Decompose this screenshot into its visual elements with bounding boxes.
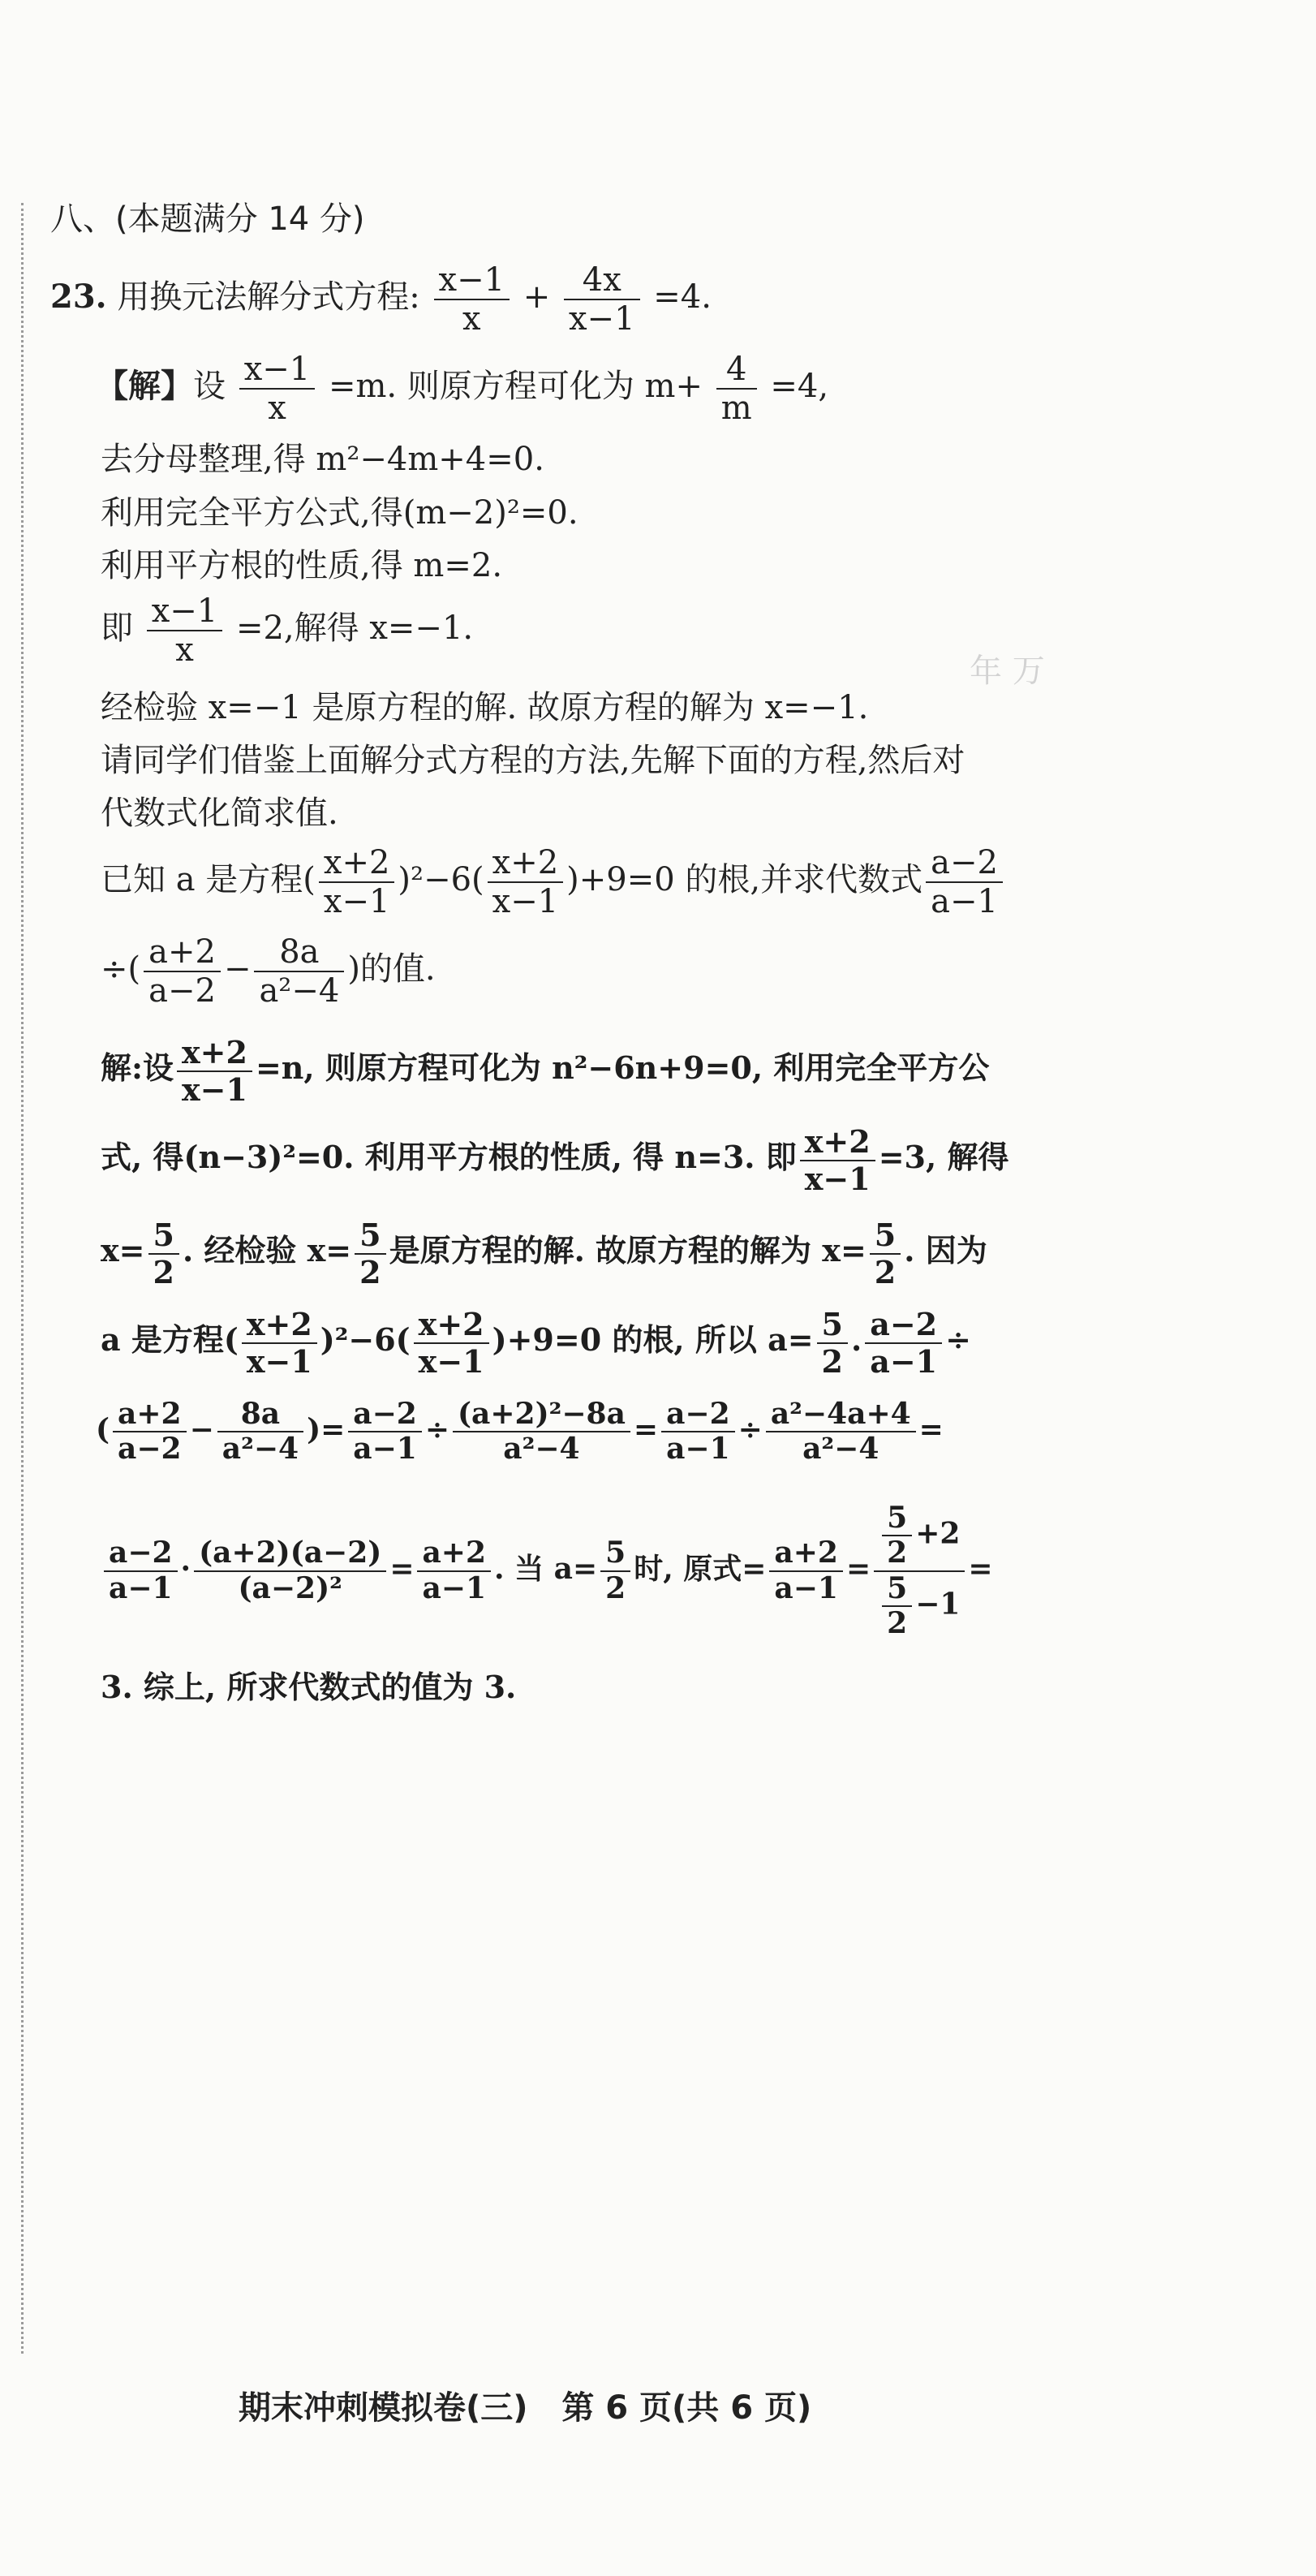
- fraction: $\frac{x+2}{x-1}$: [800, 1124, 875, 1196]
- answer-line-4: a 是方程( $\frac{x+2}{x-1}$ )²−6( $\frac{x+2}{x-1}$ )+9=0 的根, 所以 a= $\frac{5}{2}$ . $\frac{a-2}{a-1}$ ÷: [101, 1306, 971, 1380]
- fraction: $\frac{a+2}{a-2}$: [144, 933, 221, 1010]
- binding-dotted-line: [21, 203, 24, 2354]
- fraction: $\frac{x-1}{x}$: [147, 592, 223, 669]
- fraction: $\frac{x+2}{x-1}$: [414, 1307, 489, 1379]
- fraction: $\frac{x+2}{x-1}$: [177, 1035, 252, 1107]
- fraction: $\frac{x-1}{x}$: [239, 351, 316, 427]
- task-line-1: 请同学们借鉴上面解分式方程的方法,先解下面的方程,然后对: [101, 742, 965, 779]
- fraction: $\frac{8a}{\text{a²−4}}$: [217, 1398, 303, 1467]
- fraction: $\frac{a+2}{a-1}$: [417, 1536, 491, 1605]
- known-line-1: 已知 a 是方程( $\frac{x+2}{x-1}$ )²−6( $\frac{x+2}{x-1}$ )+9=0 的根,并求代数式 $\frac{a-2}{a-1}$: [101, 844, 1006, 920]
- fraction: $\frac{x+2}{x-1}$: [488, 844, 564, 920]
- fraction: $\frac{a-2}{a-1}$: [926, 844, 1003, 920]
- task-line-2: 代数式化简求值.: [101, 795, 338, 832]
- fraction: $\frac{5}{2}$: [817, 1307, 848, 1379]
- answer-line-7: 3. 综上, 所求代数式的值为 3.: [101, 1669, 517, 1705]
- fraction: $\frac{(a+2)(a-2)}{\text{(a−2)²}}$: [194, 1536, 386, 1605]
- example-line-1: 【解】设 $\frac{x-1}{x}$ =m. 则原方程可化为 m+ $\frac{4}{m}$ =4,: [96, 351, 829, 427]
- page-footer: 期末冲刺模拟卷(三) 第 6 页(共 6 页): [239, 2389, 812, 2427]
- example-line-6: 经检验 x=−1 是原方程的解. 故原方程的解为 x=−1.: [101, 689, 869, 726]
- fraction: $\frac{5}{2}$: [355, 1217, 385, 1290]
- fraction: $\frac{\text{a²−4a+4}}{\text{a²−4}}$: [766, 1398, 916, 1467]
- fraction: $\frac{a-2}{a-1}$: [865, 1307, 942, 1379]
- answer-line-2: 式, 得(n−3)²=0. 利用平方根的性质, 得 n=3. 即 $\frac{x+2}{x-1}$ =3, 解得: [101, 1123, 1009, 1197]
- fraction: $\frac{\text{(a+2)²−8a}}{\text{a²−4}}$: [453, 1398, 630, 1467]
- fraction: $\frac{a-2}{a-1}$: [104, 1536, 178, 1605]
- answer-line-6: $\frac{a-2}{a-1}$ · $\frac{(a+2)(a-2)}{\text{(a−2)²}}$ = $\frac{a+2}{a-1}$ . 当 a= $\frac{5}{2}$ 时, 原式= $\frac{a+2}{a-1}$ = $\frac{5}{2}$ +2 $\frac{5}{2}$ −1 =: [101, 1501, 993, 1641]
- fraction: $\frac{a-2}{a-1}$: [348, 1398, 422, 1467]
- fraction: $\frac{5}{2}$: [882, 1572, 912, 1641]
- fraction: $\frac{5}{2}$: [148, 1217, 179, 1290]
- fraction: $\frac{x-1}{x}$: [434, 261, 510, 338]
- fraction: $\frac{4x}{x-1}$: [564, 261, 640, 338]
- question-23: 23. 用换元法解分式方程: $\frac{x-1}{x}$ + $\frac{4x}{x-1}$ =4.: [50, 261, 712, 338]
- fraction: $\frac{5}{2}$: [870, 1217, 901, 1290]
- bleed-through-mark: 年 万: [970, 653, 1045, 690]
- fraction: $\frac{x+2}{x-1}$: [319, 844, 395, 920]
- fraction: $\frac{a-2}{a-1}$: [661, 1398, 735, 1467]
- fraction: $\frac{4}{m}$: [716, 351, 757, 427]
- example-line-2: 去分母整理,得 m²−4m+4=0.: [101, 441, 544, 478]
- compound-fraction: $\frac{5}{2}$ +2 $\frac{5}{2}$ −1: [874, 1501, 965, 1641]
- example-line-3: 利用完全平方公式,得(m−2)²=0.: [101, 494, 578, 532]
- fraction: $\frac{a+2}{a-2}$: [113, 1398, 187, 1467]
- fraction: $\frac{a+2}{a-1}$: [769, 1536, 843, 1605]
- example-line-4: 利用平方根的性质,得 m=2.: [101, 547, 503, 584]
- example-line-5: 即 $\frac{x-1}{x}$ =2,解得 x=−1.: [101, 592, 474, 669]
- known-line-2: ÷( $\frac{a+2}{a-2}$ − $\frac{8a}{\text{a²−4}}$ )的值.: [101, 933, 436, 1010]
- answer-line-3: x= $\frac{5}{2}$ . 经检验 x= $\frac{5}{2}$ 是原方程的解. 故原方程的解为 x= $\frac{5}{2}$ . 因为: [101, 1217, 987, 1290]
- fraction: $\frac{5}{2}$: [600, 1536, 630, 1605]
- answer-line-1: 解:设 $\frac{x+2}{x-1}$ =n, 则原方程可化为 n²−6n+9=0, 利用完全平方公: [101, 1034, 990, 1108]
- section-title: 八、(本题满分 14 分): [50, 200, 365, 238]
- fraction: $\frac{8a}{\text{a²−4}}$: [254, 933, 344, 1010]
- fraction: $\frac{5}{2}$: [882, 1501, 912, 1570]
- question-number: 23.: [50, 278, 107, 316]
- answer-line-5: ( $\frac{a+2}{a-2}$ − $\frac{8a}{\text{a²−4}}$ )= $\frac{a-2}{a-1}$ ÷ $\frac{\text{(a+2)²−8a}}{\text{a²−4}}$ = $\frac{a-2}{a-1}$ ÷ $\frac{\text{a²−4a+4}}{\text{a²−4}}$ =: [96, 1397, 944, 1467]
- fraction: $\frac{x+2}{x-1}$: [242, 1307, 317, 1379]
